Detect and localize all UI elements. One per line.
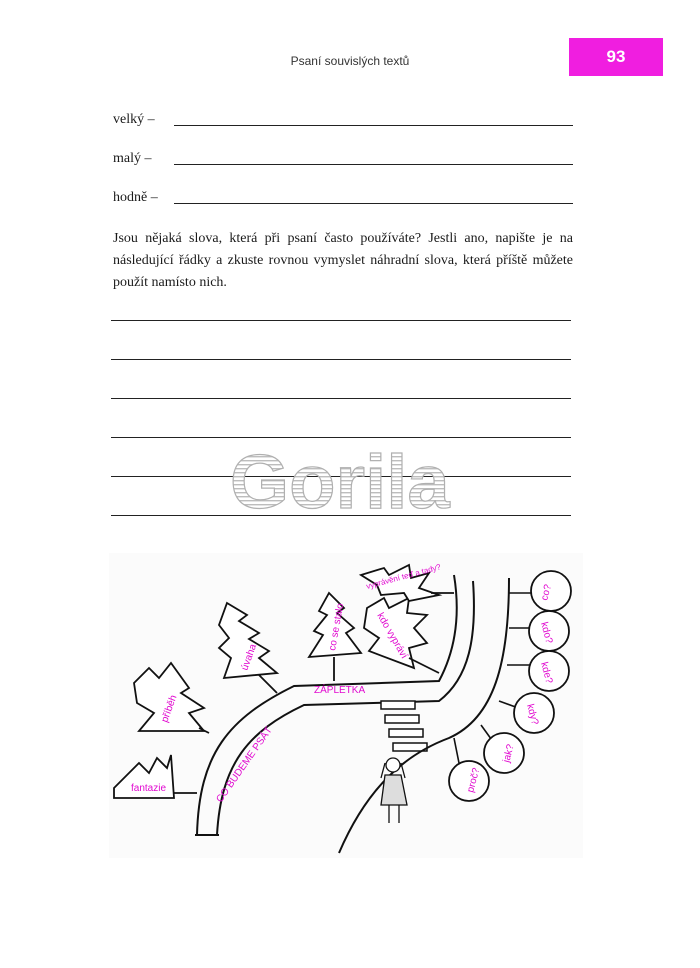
running-header: Psaní souvislých textů: [290, 54, 410, 68]
answer-line[interactable]: [111, 437, 571, 438]
tree-label-vypraveni: vyprávění teď a tady?: [365, 562, 442, 591]
story-map-illustration: [109, 553, 583, 858]
tree-label-pribeh: příběh: [159, 693, 180, 725]
fill-in-line[interactable]: [174, 164, 573, 165]
road-label-zapletka: ZÁPLETKA: [314, 685, 366, 696]
tree-label-uvaha: úvaha: [239, 642, 260, 673]
crosswalk-icon: [381, 701, 427, 751]
word-label: malý –: [113, 151, 152, 166]
answer-line[interactable]: [111, 398, 571, 399]
fill-in-line[interactable]: [174, 125, 573, 126]
page-number-badge: 93: [569, 38, 663, 76]
instruction-paragraph: Jsou nějaká slova, která při psaní často používáte? Jestli ano, napište je na následující řádky a zkuste rovnou vymyslet náhradní slova, která příště můžete použít namísto nich.: [113, 231, 573, 290]
tree-label-fantazie: fantazie: [131, 783, 167, 794]
balloon-label-co: co?: [539, 583, 555, 602]
balloon-label-kdy: kdy?: [524, 702, 541, 727]
balloon-label-jak: jak?: [501, 743, 517, 764]
story-map-svg: [109, 553, 583, 858]
word-row-maly: [113, 147, 573, 167]
word-label: hodně –: [113, 190, 158, 205]
tree-label-kdo-vypravi: kdo vypráví: [374, 611, 410, 661]
balloon-label-kdo: kdo?: [538, 620, 555, 645]
fill-in-line[interactable]: [174, 203, 573, 204]
balloon-label-kde: kde?: [538, 660, 555, 685]
answer-line[interactable]: [111, 320, 571, 321]
tree-label-co-se-stalo: co se stalo: [327, 602, 347, 652]
watermark-text: Gorila: [230, 440, 450, 520]
word-row-velky: [113, 108, 573, 128]
road-label-co-budeme-psat: CO BUDEME PSÁT: [214, 725, 275, 805]
watermark: [228, 440, 478, 525]
word-row-hodne: [113, 186, 573, 206]
girl-figure-icon: [381, 758, 407, 823]
word-label: velký –: [113, 112, 155, 127]
balloon-label-proc: proč?: [465, 766, 483, 794]
answer-line[interactable]: [111, 359, 571, 360]
watermark-logo-icon: [228, 440, 478, 520]
question-balloons: [449, 571, 571, 801]
